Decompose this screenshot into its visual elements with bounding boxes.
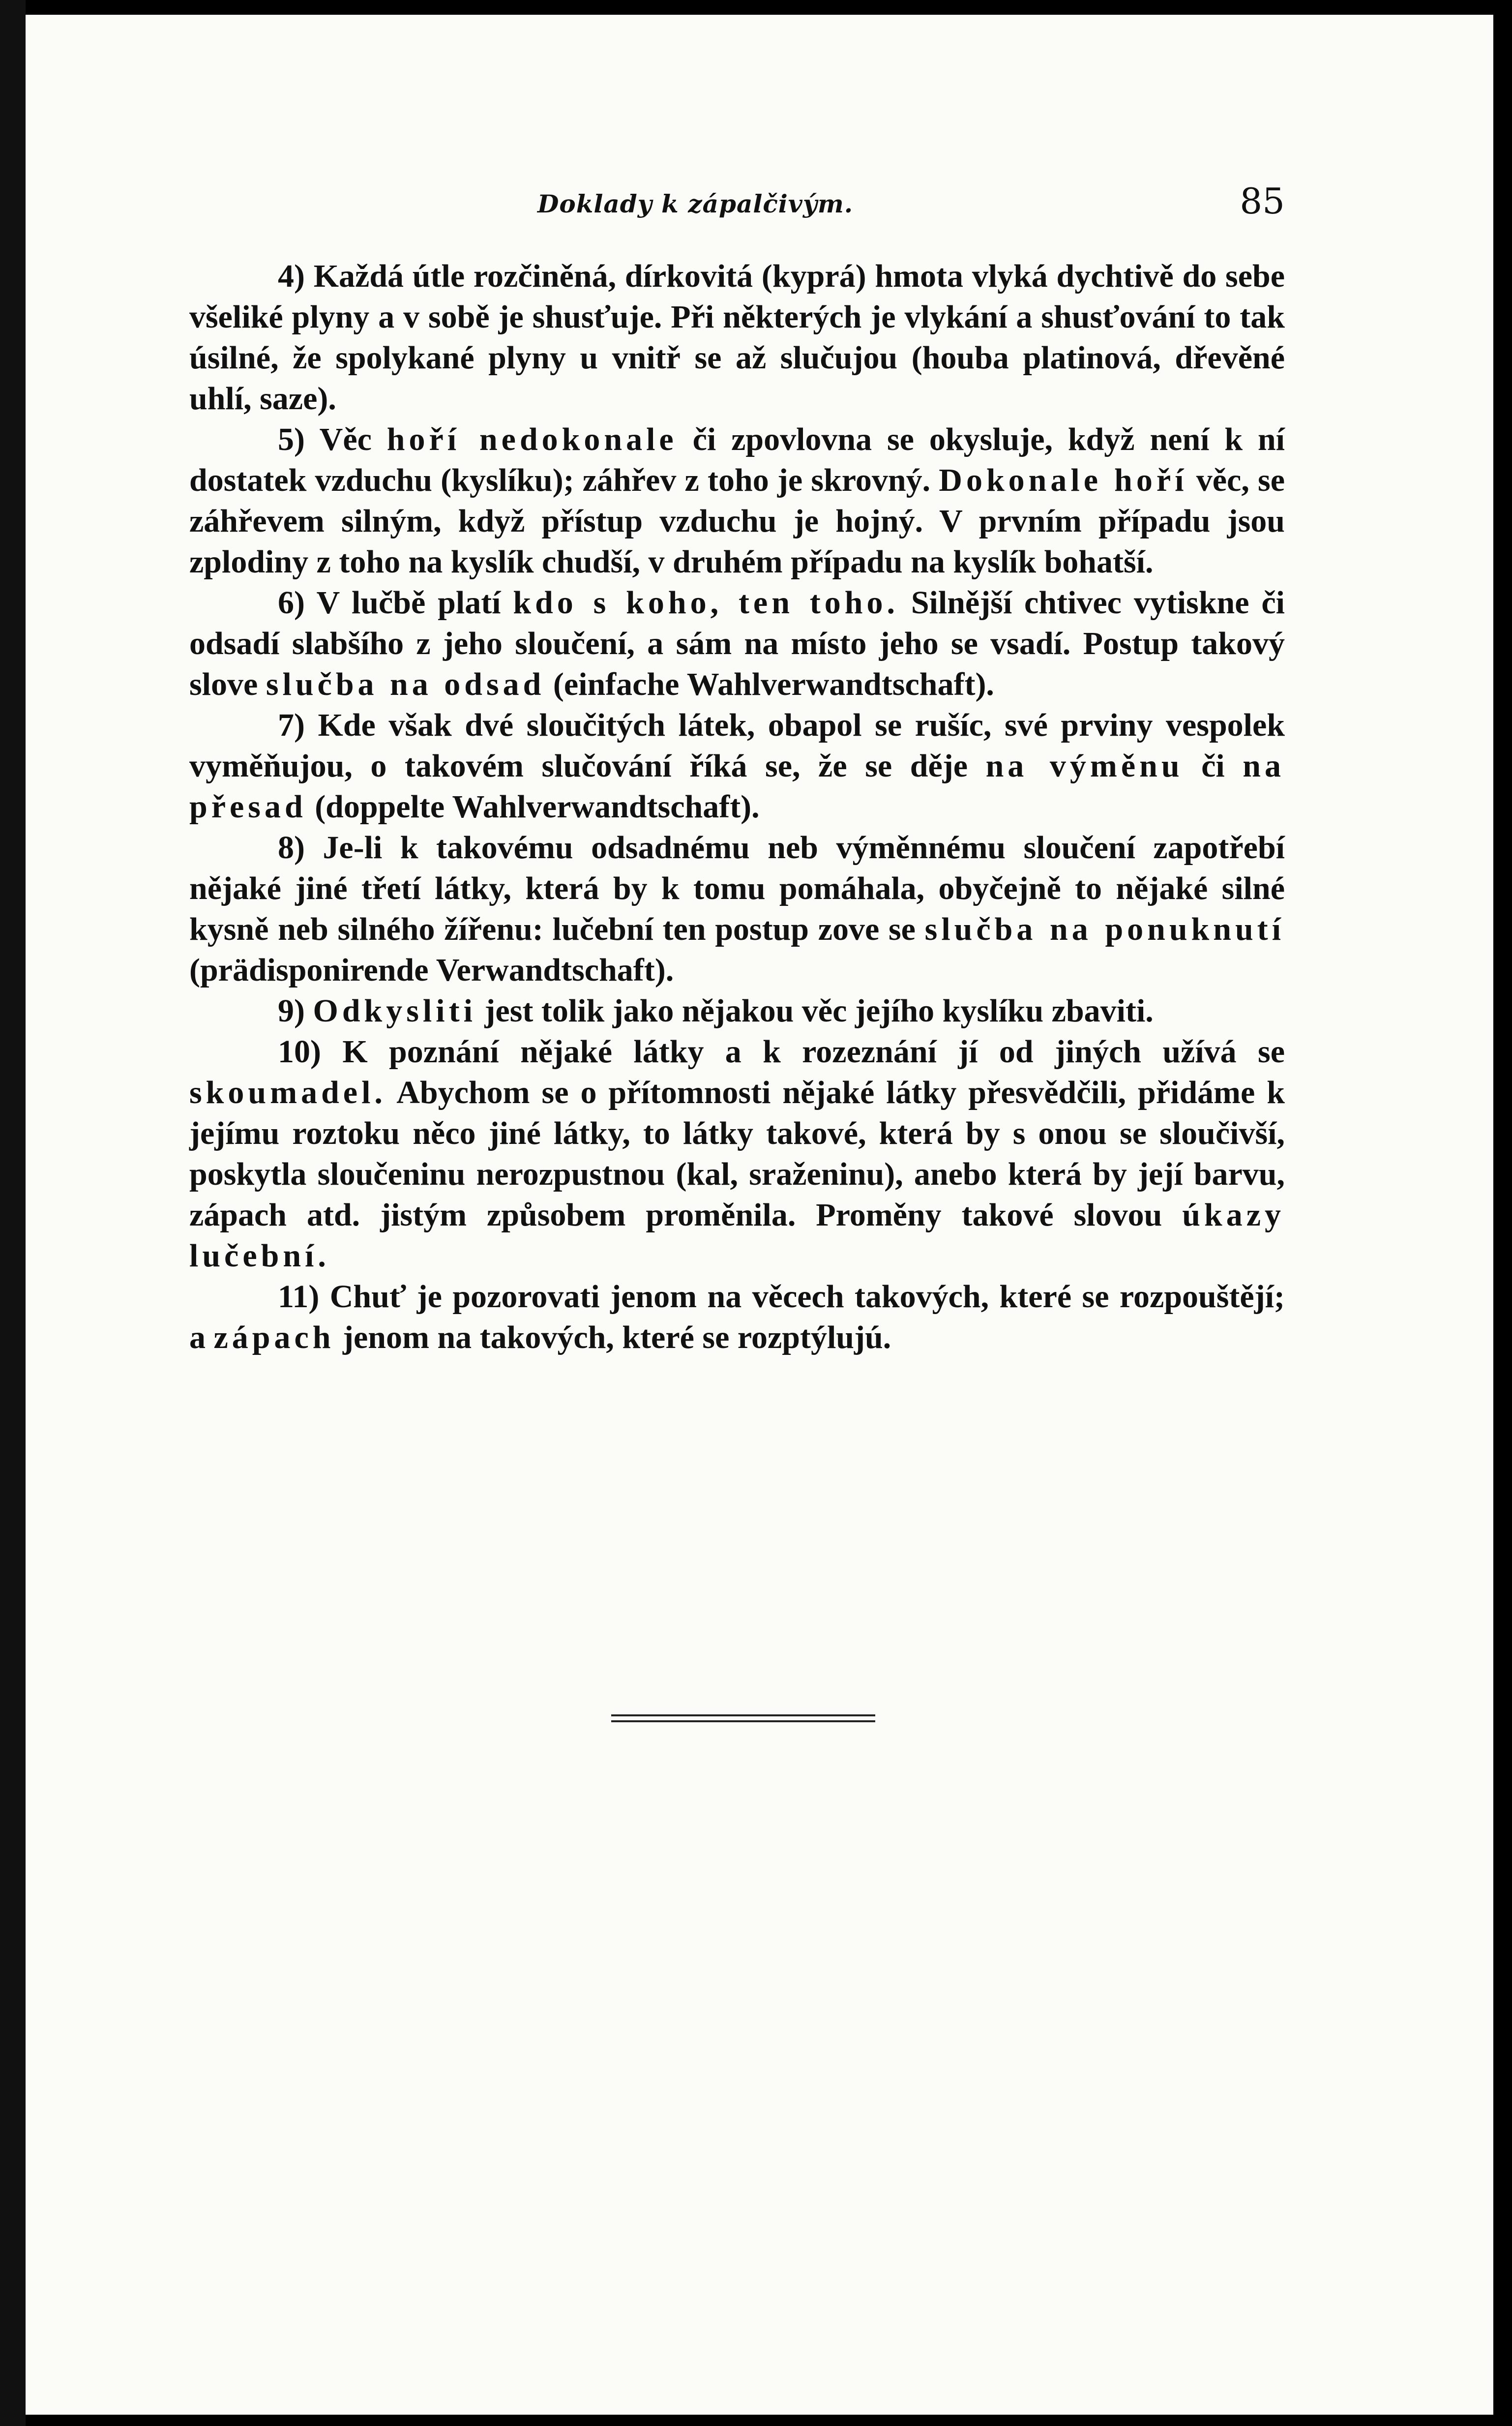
paragraph-text: Silnější chtivec vytiskne či odsadí slabšího z jeho sloučení, a sám na místo jeho se vsadí. Postup takový slove [189,585,1285,702]
emphasized-term: úkazy lučební. [189,1197,1285,1274]
paragraph-text: 7) Kde však dvé sloučitých látek, obapol se rušíc, své prviny vespolek vyměňujou, o takovém slučování říká se, že se děje [189,707,1285,784]
emphasized-term: skoumadel. [189,1075,386,1110]
paragraph-text: 11) Chuť je pozorovati jenom na věcech takových, které se rozpouštějí; a [189,1279,1285,1355]
paragraph-p5 [189,419,1285,582]
paragraph-text: Abychom se o přítomnosti nějaké látky přesvědčili, přidáme k jejímu roztoku něco jiné látky, to látky takové, která by s onou se sloučivší, poskytla sloučeninu nerozpustnou (kal, sraženinu), anebo která by její barvu, zápach atd. jistým způsobem proměnila. Proměny takové slovou [189,1075,1285,1233]
paragraph-text: 6) V lučbě platí [278,585,513,621]
closing-rule-bottom [611,1720,875,1722]
paragraph-text: 4) Každá útle rozčiněná, dírkovitá (kyprá) hmota vlyká dychtivě do sebe všeliké plyny a v sobě je shusťuje. Při některých je vlykání a shusťování to tak úsilné, že spolykané plyny u vnitř se až slučujou (houba platinová, dřevěné uhlí, saze). [189,258,1285,417]
page-number: 85 [1240,180,1285,222]
page-header [510,180,1285,229]
emphasized-term: slučba na odsad [266,666,545,702]
emphasized-term: kdo s koho, ten toho. [513,585,899,621]
paragraph-p8 [189,827,1285,990]
emphasized-term: Odkysliti [313,993,476,1029]
closing-rule-top [611,1714,875,1716]
paragraph-text: či zpovlovna se okysluje, když není k ní dostatek vzduchu (kyslíku); záhřev z toho je skrovný. [189,421,1285,498]
paragraph-text: (prädisponirende Verwandtschaft). [189,952,674,988]
paragraph-text: (einfache Wahlverwandtschaft). [545,666,994,702]
paragraph-p6 [189,582,1285,705]
paragraph-text: 10) K poznání nějaké látky a k rozeznání jí od jiných užívá se [278,1034,1285,1070]
paragraph-p4 [189,256,1285,419]
paragraph-text: věc, se záhřevem silným, když přístup vzduchu je hojný. V prvním případu jsou zplodiny z toho na kyslík chudší, v druhém případu na kyslík bohatší. [189,462,1285,580]
emphasized-term: na přesad [189,748,1285,825]
scan-left-edge [0,0,26,2426]
body-text [189,256,1285,1358]
paragraph-text: jenom na takových, které se rozptýlujú. [334,1319,891,1355]
emphasized-term: zápach [213,1319,335,1355]
paragraph-text: 8) Je-li k takovému odsadnému neb výměnnému sloučení zapotřebí nějaké jiné třetí látky, která by k tomu pomáhala, obyčejně to nějaké silné kysně neb silného žířenu: lučební ten postup zove se [189,830,1285,947]
running-title: Doklady k zápalčivým. [537,189,854,218]
emphasized-term: Dokonale hoří [939,462,1188,498]
emphasized-term: hoří nedokonale [386,421,678,457]
emphasized-term: na výměnu [985,748,1184,784]
paragraph-text: 9) [278,993,313,1029]
paragraph-text: (doppelte Wahlverwandtschaft). [306,789,760,825]
paragraph-text: jest tolik jako nějakou věc jejího kyslíku zbaviti. [476,993,1154,1029]
paragraph-text: 5) Věc [278,421,387,457]
paragraph-p7 [189,705,1285,827]
paragraph-p11 [189,1276,1285,1358]
paragraph-p9 [189,990,1285,1031]
emphasized-term: slučba na ponuknutí [924,911,1285,947]
paragraph-p10 [189,1031,1285,1276]
paragraph-text: či [1183,748,1243,784]
